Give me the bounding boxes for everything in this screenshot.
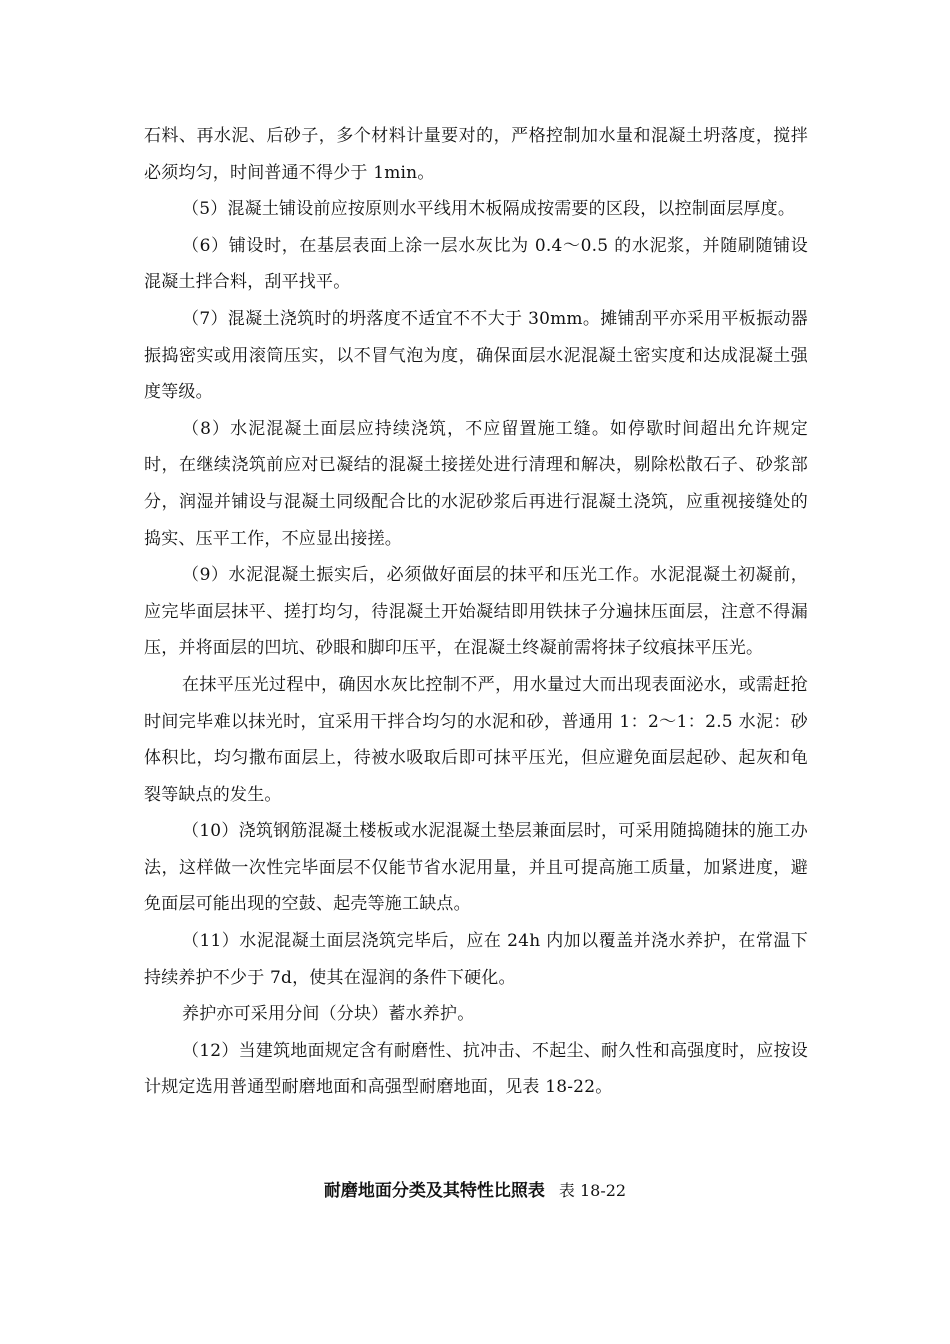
paragraph-troweling-note: 在抹平压光过程中，确因水灰比控制不严，用水量过大而出现表面泌水，或需赶抢时间完毕难以抹光时，宜采用干拌合均匀的水泥和砂，普通用 1：2～1：2.5 水泥：砂体积比，均匀撒布面层上，待被水吸取后即可抹平压光，但应避免面层起砂、起灰和龟裂等缺点的发生。 [144,674,808,805]
table-caption [0,1176,950,1206]
paragraph-item-8: （8）水泥混凝土面层应持续浇筑，不应留置施工缝。如停歇时间超出允许规定时，在继续浇筑前应对已凝结的混凝土接搓处进行清理和解决，剔除松散石子、砂浆部分，润湿并铺设与混凝土同级配合比的水泥砂浆后再进行混凝土浇筑，应重视接缝处的捣实、压平工作，不应显出接搓。 [144,418,808,549]
paragraph-continuation: 石料、再水泥、后砂子，多个材料计量要对的，严格控制加水量和混凝土坍落度，搅拌必须均匀，时间普通不得少于 1min。 [144,126,808,183]
document-body [144,118,808,1106]
paragraph-item-6: （6）铺设时，在基层表面上涂一层水灰比为 0.4～0.5 的水泥浆，并随刷随铺设混凝土拌合料，刮平找平。 [144,235,808,293]
table-caption-number: 表 18-22 [558,1181,627,1200]
table-caption-title: 耐磨地面分类及其特性比照表 [323,1181,545,1201]
paragraph-item-10: （10）浇筑钢筋混凝土楼板或水泥混凝土垫层兼面层时，可采用随捣随抹的施工办法，这样做一次性完毕面层不仅能节省水泥用量，并且可提高施工质量，加紧进度，避免面层可能出现的空鼓、起壳等施工缺点。 [144,821,808,915]
paragraph-item-9: （9）水泥混凝土振实后，必须做好面层的抹平和压光工作。水泥混凝土初凝前，应完毕面层抹平、搓打均匀，待混凝土开始凝结即用铁抹子分遍抹压面层，注意不得漏压，并将面层的凹坑、砂眼和脚印压平，在混凝土终凝前需将抹子纹痕抹平压光。 [144,565,808,659]
paragraph-item-5: （5）混凝土铺设前应按原则水平线用木板隔成按需要的区段，以控制面层厚度。 [182,199,796,220]
paragraph-curing-note: 养护亦可采用分间（分块）蓄水养护。 [182,1004,475,1025]
paragraph-item-12: （12）当建筑地面规定含有耐磨性、抗冲击、不起尘、耐久性和高强度时，应按设计规定选用普通型耐磨地面和高强型耐磨地面，见表 18-22。 [144,1040,808,1098]
paragraph-item-11: （11）水泥混凝土面层浇筑完毕后，应在 24h 内加以覆盖并浇水养护，在常温下持续养护不少于 7d，使其在湿润的条件下硬化。 [144,931,808,988]
paragraph-item-7: （7）混凝土浇筑时的坍落度不适宜不不大于 30mm。摊铺刮平亦采用平板振动器振捣密实或用滚筒压实，以不冒气泡为度，确保面层水泥混凝土密实度和达成混凝土强度等级。 [144,308,808,403]
